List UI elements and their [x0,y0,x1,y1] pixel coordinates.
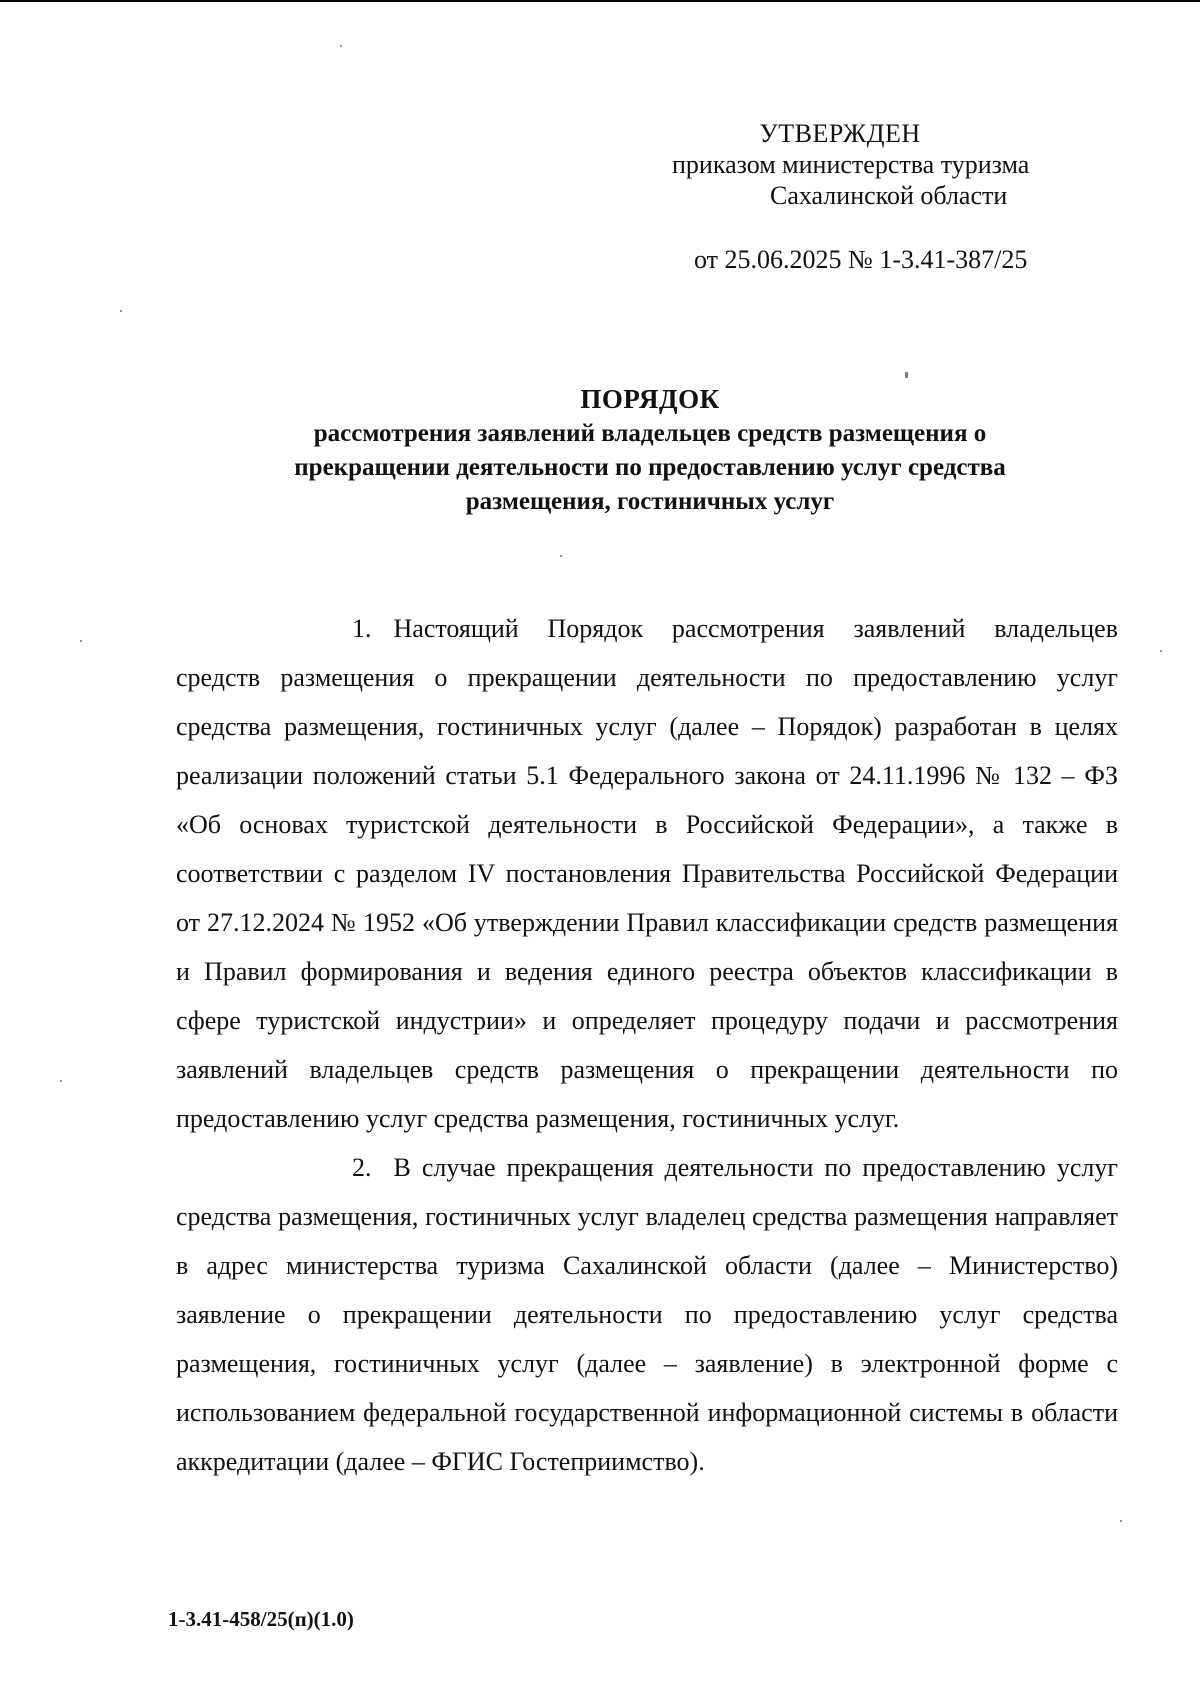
paragraph-1 [176,604,1118,1143]
paragraph-number: 2. [352,1153,372,1182]
approval-stamp: УТВЕРЖДЕН [759,119,921,148]
scan-speck [905,372,908,378]
approval-authority: приказом министерства туризма [672,150,1030,179]
approval-region: Сахалинской области [770,181,1008,210]
document-title: ПОРЯДОК [580,384,720,414]
scan-speck [1160,650,1162,652]
document-code: 1-3.41-458/25(п)(1.0) [168,1607,354,1631]
scan-speck [340,45,342,47]
approval-order-date: от 25.06.2025 № 1-3.41-387/25 [694,245,1028,274]
paragraph-text: В случае прекращения деятельности по предоставлению услуг средства размещения, гостиничных услуг владелец средства размещения направляет в адрес министерства туризма Сахалинской области (далее – Министерство) заявление о прекращении деятельности по предоставлению услуг средства размещения, гостиничных услуг (далее – заявление) в электронной форме с использованием федеральной государственной информационной системы в области аккредитации (далее – ФГИС Гостеприимство). [176,1153,1118,1476]
paragraph-text: Настоящий Порядок рассмотрения заявлений владельцев средств размещения о прекращении деятельности по предоставлению услуг средства размещения, гостиничных услуг (далее – Порядок) разработан в целях реализации положений статьи 5.1 Федерального закона от 24.11.1996 № 132 – ФЗ «Об основах туристской деятельности в Российской Федерации», а также в соответствии с разделом IV постановления Правительства Российской Федерации от 27.12.2024 № 1952 «Об утверждении Правил классификации средств размещения и Правил формирования и ведения единого реестра объектов классификации в сфере туристской индустрии» и определяет процедуру подачи и рассмотрения заявлений владельцев средств размещения о прекращении деятельности по предоставлению услуг средства размещения, гостиничных услуг. [176,614,1118,1133]
scan-speck [1120,1520,1122,1522]
paragraph-2 [176,1143,1118,1486]
document-subtitle: рассмотрения заявлений владельцев средств размещения о прекращении деятельности по предоставлению услуг средства размещения, гостиничных услуг [294,420,1006,515]
page-top-border [0,0,1200,2]
scan-speck [120,310,122,312]
scan-speck [560,555,562,557]
scan-speck [60,1080,62,1082]
paragraph-number: 1. [352,614,372,643]
scan-speck [80,640,82,642]
document-body [176,604,1118,1486]
approval-stamp-block [640,118,1060,275]
document-title-block [200,381,1100,519]
